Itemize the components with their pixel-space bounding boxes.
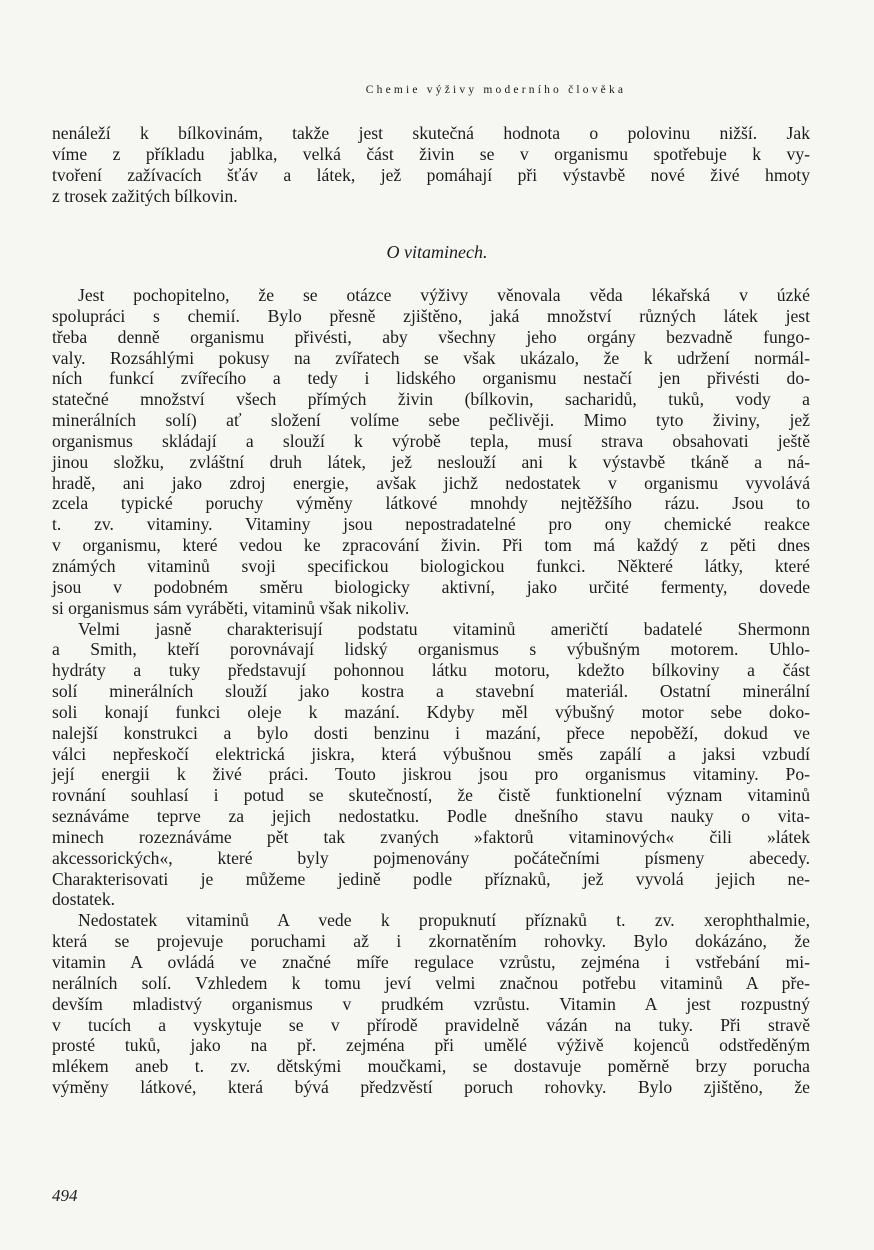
text-line: v organismu, které vedou ke zpracování živin. Při tom má každý z pěti dnes <box>52 535 810 556</box>
paragraph-3 <box>52 910 810 1098</box>
text-line: spolupráci s chemií. Bylo přesně zjištěno, jaká množství různých látek jest <box>52 305 810 326</box>
text-line: Charakterisovati je můžeme jedině podle příznaků, jež vyvolá jejich ne- <box>52 868 810 889</box>
text-line: jsou v podobném směru biologicky aktivní, jako určité fermenty, dovede <box>52 576 810 597</box>
text-line: zcela typické poruchy výměny látkové mnohdy nejtěžšího rázu. Jsou to <box>52 493 810 514</box>
text-line: Jest pochopitelno, že se otázce výživy věnovala věda lékařská v úzké <box>78 285 810 305</box>
text-line: třeba denně organismu přivésti, aby všechny jeho orgány bezvadně fungo- <box>52 326 810 347</box>
text-line: Nedostatek vitaminů A vede k propuknutí příznaků t. zv. xerophthalmie, <box>78 910 810 931</box>
text-line: organismus skládají a slouží k výrobě tepla, musí strava obsahovati ještě <box>52 430 810 451</box>
text-line: mlékem aneb t. zv. dětskými moučkami, se dostavuje poměrně brzy porucha <box>52 1056 810 1077</box>
text-line: minerálních solí) ať složení volíme sebe pečlivěji. Mimo tyto živiny, jež <box>52 410 810 431</box>
paragraph-1 <box>52 285 810 619</box>
text-line: ních funkcí zvířecího a tedy i lidského organismu nestačí jen přivésti do- <box>52 368 810 389</box>
text-line: válci nepřeskočí elektrická jiskra, která výbušnou směs zapálí a jaksi vzbudí <box>52 743 810 764</box>
text-line: devším mladistvý organismus v prudkém vzrůstu. Vitamin A jest rozpustný <box>52 993 810 1014</box>
text-line: statečné množství všech přímých živin (bílkovin, sacharidů, tuků, vody a <box>52 389 810 410</box>
text-line: valy. Rozsáhlými pokusy na zvířatech se však ukázalo, že k udržení normál- <box>52 347 810 368</box>
text-line: v tucích a vyskytuje se v přírodě pravidelně vázán na tuky. Při stravě <box>52 1014 810 1035</box>
text-line: její energii k živé práci. Touto jiskrou jsou pro organismus vitaminy. Po- <box>52 764 810 785</box>
text-line: hydráty a tuky představují pohonnou látku motoru, kdežto bílkoviny a část <box>52 660 810 681</box>
page-number: 494 <box>52 1186 78 1205</box>
body-text <box>52 285 810 1098</box>
text-line: a Smith, kteří porovnávají lidský organismus s výbušným motorem. Uhlo- <box>52 639 810 660</box>
running-head: Chemie výživy moderního člověka <box>365 84 627 96</box>
opening-paragraph <box>52 123 810 206</box>
text-line: Velmi jasně charakterisují podstatu vitaminů američtí badatelé Shermonn <box>78 618 810 639</box>
text-line: z trosek zažitých bílkovin. <box>52 185 238 206</box>
text-line: známých vitaminů svoji specifickou biologickou funkci. Některé látky, které <box>52 555 810 576</box>
text-line: víme z příkladu jablka, velká část živin se v organismu spotřebuje k vy- <box>52 143 810 164</box>
text-line: jinou složku, zvláštní druh látek, jež neslouží ani k výstavbě tkáně a ná- <box>52 451 810 472</box>
text-line: která se projevuje poruchami až i zkornatěním rohovky. Bylo dokázáno, že <box>52 931 810 952</box>
text-line: soli konají funkci oleje k mazání. Kdyby měl výbušný motor sebe doko- <box>52 701 810 722</box>
text-line: prosté tuků, jako na př. zejména při umělé výživě kojenců odstředěným <box>52 1035 810 1056</box>
text-line: akcessorických«, které byly pojmenovány počátečními písmeny abecedy. <box>52 847 810 868</box>
text-line: tvoření zažívacích šťáv a látek, jež pomáhají při výstavbě nové živé hmoty <box>52 164 810 185</box>
text-line: nalejší konstrukci a bylo dosti benzinu i mazání, přece nepoběží, dokud ve <box>52 722 810 743</box>
text-line: hradě, ani jako zdroj energie, avšak jichž nedostatek v organismu vyvolává <box>52 472 810 493</box>
paragraph-2 <box>52 619 810 911</box>
text-line: dostatek. <box>52 889 116 910</box>
text-line: vitamin A ovládá ve značné míře regulace vzrůstu, zejména i vstřebání mi- <box>52 952 810 972</box>
text-line: nenáleží k bílkovinám, takže jest skutečná hodnota o polovinu nižší. Jak <box>52 123 810 143</box>
text-line: minech rozeznáváme pět tak zvaných »faktorů vitaminových« čili »látek <box>52 826 810 847</box>
section-title: O vitaminech. <box>386 242 488 262</box>
text-line: výměny látkové, která bývá předzvěstí poruch rohovky. Bylo zjištěno, že <box>52 1077 810 1098</box>
text-line: nerálních solí. Vzhledem k tomu jeví velmi značnou potřebu vitaminů A pře- <box>52 972 810 993</box>
text-line: rovnání souhlasí i potud se skutečností, že čistě funktionelní význam vitaminů <box>52 785 810 806</box>
text-line: si organismus sám vyráběti, vitaminů však nikoliv. <box>52 597 410 618</box>
text-line: solí minerálních slouží jako kostra a stavební materiál. Ostatní minerální <box>52 681 810 702</box>
text-line: seznáváme teprve za jejich nedostatku. Podle dnešního stavu nauky o vita- <box>52 806 810 827</box>
text-line: t. zv. vitaminy. Vitaminy jsou nepostradatelné pro ony chemické reakce <box>52 514 810 535</box>
